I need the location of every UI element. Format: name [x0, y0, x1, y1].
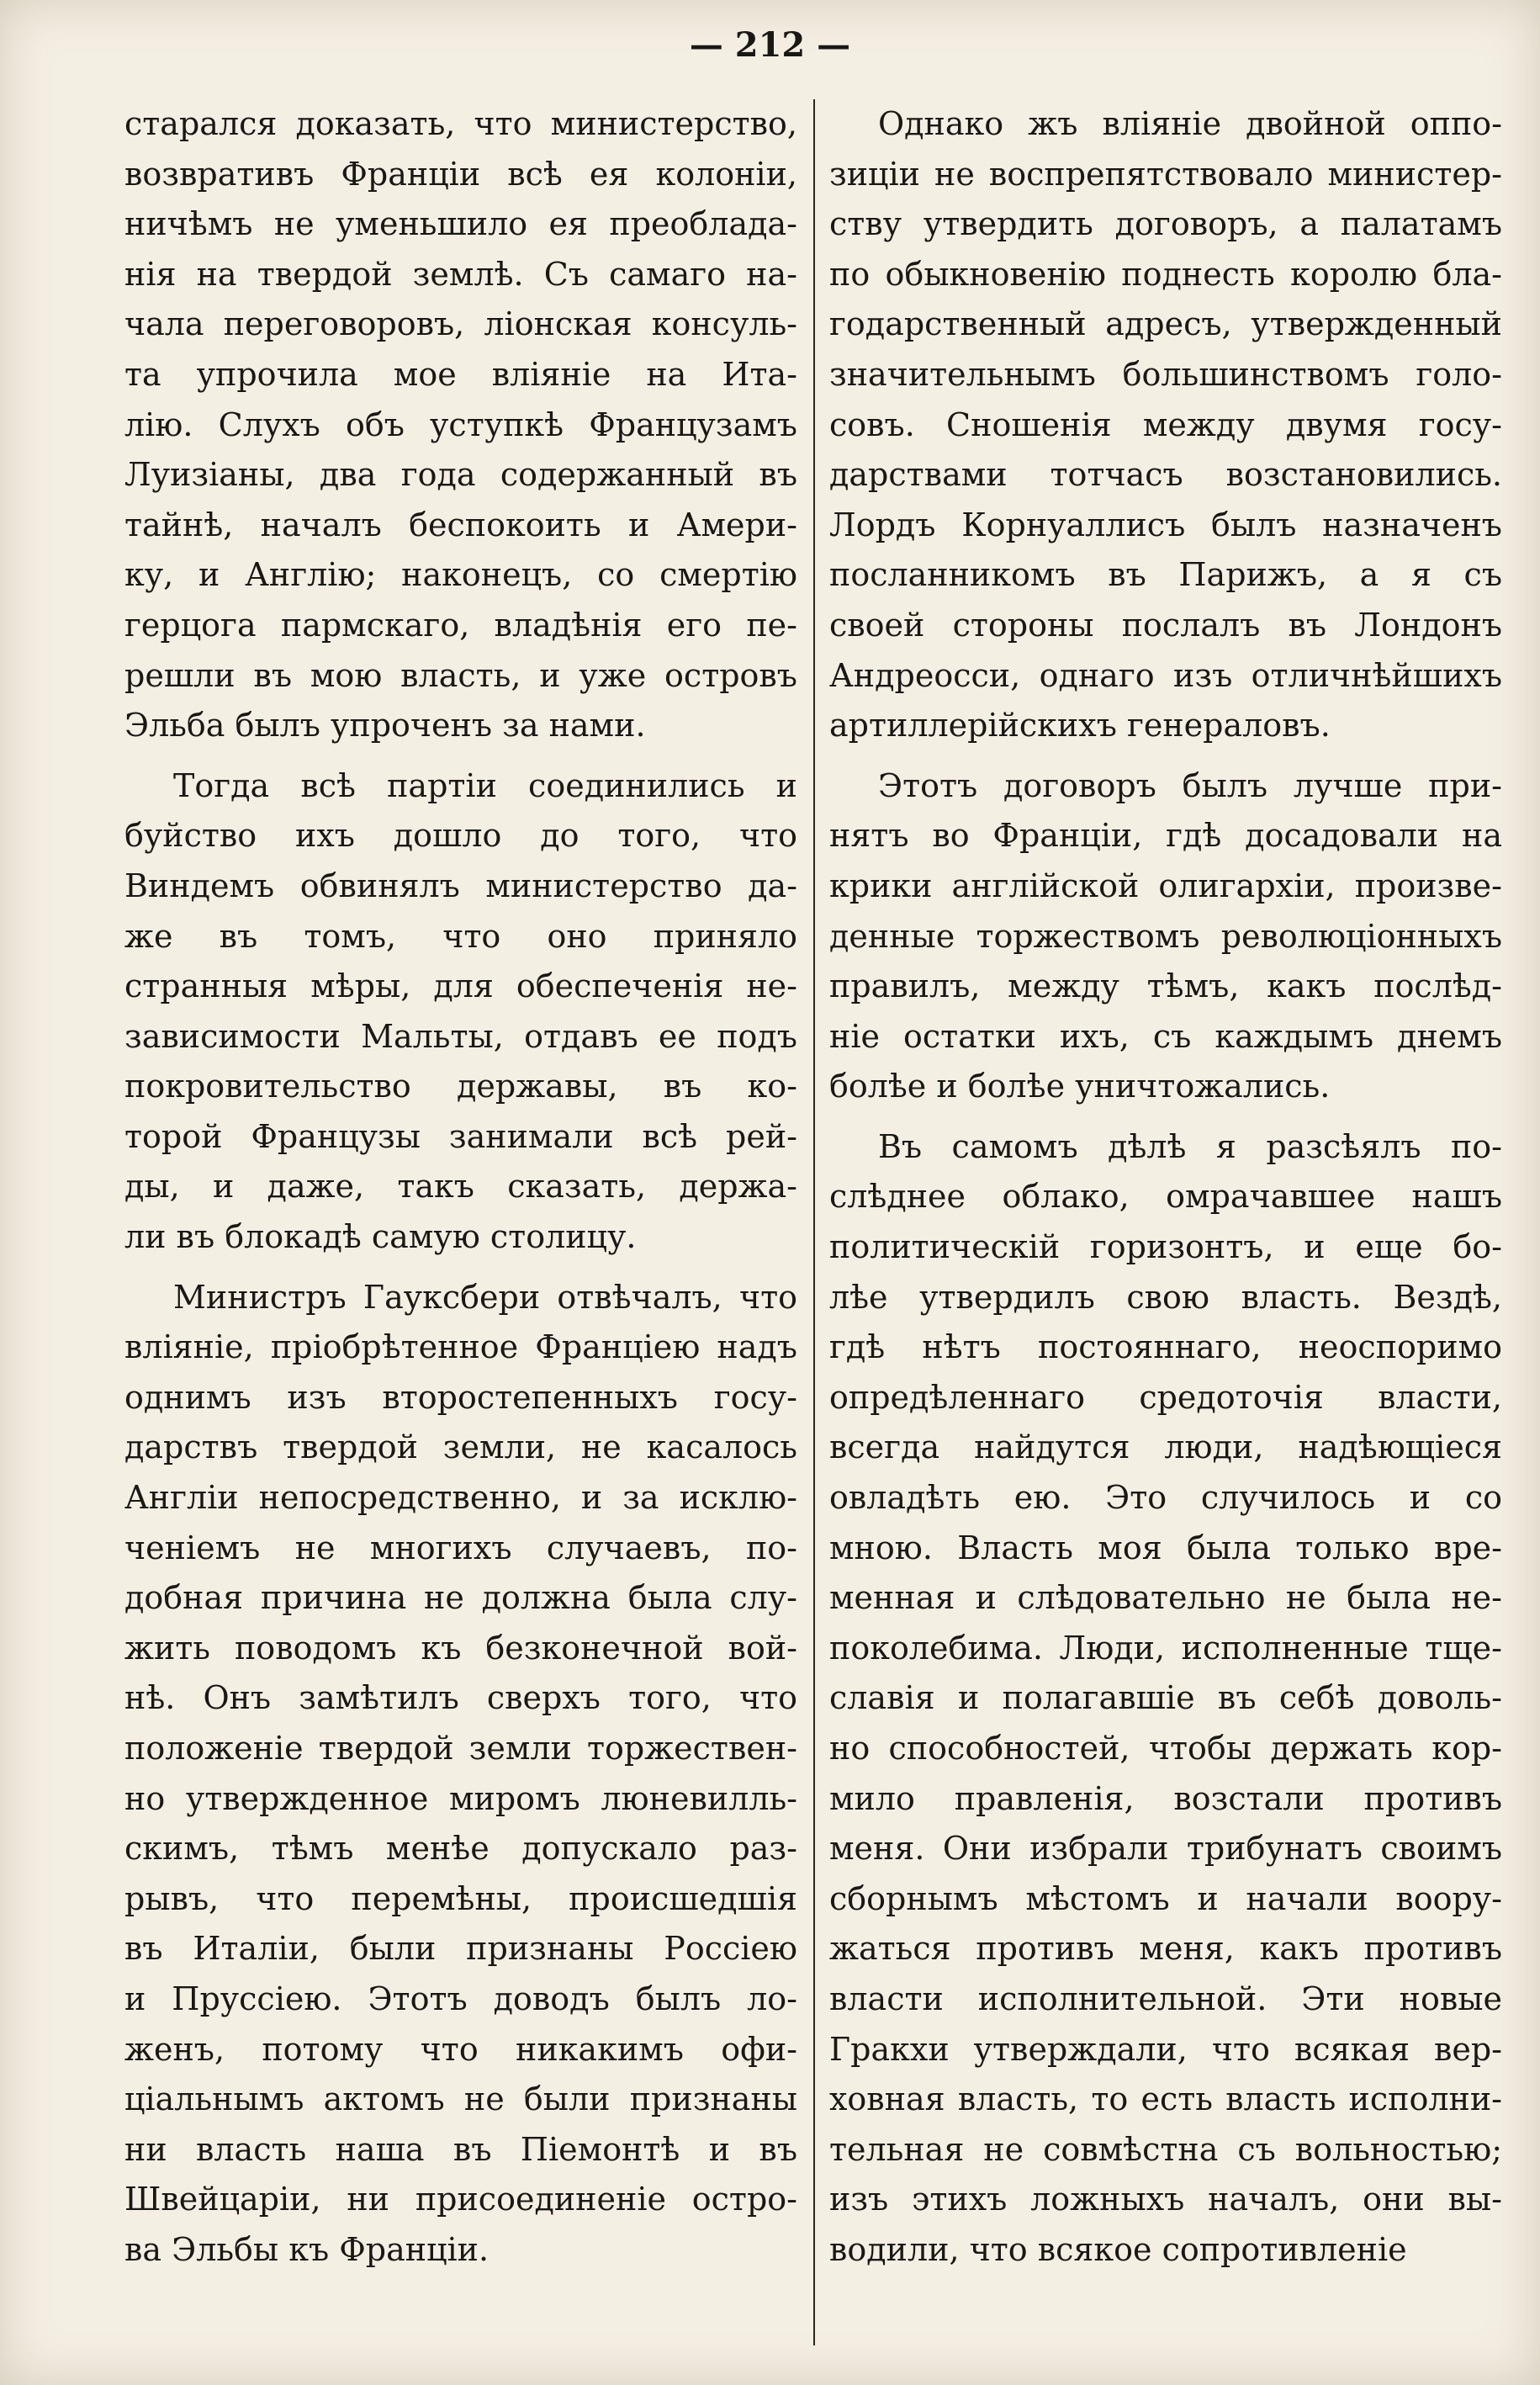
text-line: лію. Слухъ объ уступкѣ Французамъ: [124, 405, 797, 443]
text-line: овладѣть ею. Это случилось и со: [829, 1479, 1502, 1517]
text-line: герцога пармскаго, владѣнія его пе-: [124, 606, 797, 644]
text-line: ни власть наша въ Піемонтѣ и въ: [124, 2130, 797, 2168]
text-line: артиллерійскихъ генераловъ.: [829, 707, 1331, 745]
text-line: сборнымъ мѣстомъ и начали воору-: [829, 1879, 1502, 1917]
text-line: изъ этихъ ложныхъ началъ, они вы-: [829, 2181, 1502, 2218]
text-line: посланникомъ въ Парижъ, а я съ: [829, 556, 1502, 594]
text-line: нія на твердой землѣ. Съ самаго на-: [124, 255, 797, 293]
text-line: тайнѣ, началъ беспокоить и Амери-: [124, 506, 797, 543]
text-line: Гракхи утверждали, что всякая вер-: [829, 2030, 1502, 2068]
text-line: ціальнымъ актомъ не были признаны: [124, 2080, 797, 2118]
left-paragraph: [124, 761, 797, 1263]
text-line: Этотъ договоръ былъ лучше при-: [878, 766, 1502, 804]
text-line: та упрочила мое вліяніе на Ита-: [124, 355, 797, 393]
text-line: тельная не совмѣстна съ вольностью;: [829, 2130, 1502, 2168]
left-column: [124, 99, 797, 2276]
text-line: ніе остатки ихъ, съ каждымъ днемъ: [829, 1017, 1502, 1055]
text-line: Англіи непосредственно, и за исклю-: [124, 1479, 797, 1517]
text-line: ству утвердить договоръ, а палатамъ: [829, 205, 1502, 243]
text-line: славія и полагавшіе въ себѣ доволь-: [829, 1679, 1502, 1717]
text-line: дарствами тотчасъ возстановились.: [829, 456, 1502, 494]
text-line: правилъ, между тѣмъ, какъ послѣд-: [829, 967, 1502, 1005]
text-line: лѣе утвердилъ свою власть. Вездѣ,: [829, 1278, 1502, 1316]
text-line: зиціи не воспрепятствовало министер-: [829, 155, 1502, 193]
text-line: дарствъ твердой земли, не касалось: [124, 1428, 797, 1466]
text-line: значительнымъ большинствомъ голо-: [829, 355, 1502, 393]
text-line: но утвержденное миромъ люневилль-: [124, 1779, 797, 1817]
text-line: старался доказать, что министерство,: [124, 105, 797, 142]
right-paragraph: [829, 1122, 1502, 2276]
text-line: совъ. Сношенія между двумя госу-: [829, 405, 1502, 443]
text-line: поколебима. Люди, исполненные тще-: [829, 1629, 1502, 1667]
text-line: однимъ изъ второстепенныхъ госу-: [124, 1378, 797, 1416]
text-line: нѣ. Онъ замѣтилъ сверхъ того, что: [124, 1679, 797, 1717]
text-line: по обыкновенію поднесть королю бла-: [829, 255, 1502, 293]
text-line: ли въ блокадѣ самую столицу.: [124, 1218, 637, 1256]
text-line: ченіемъ не многихъ случаевъ, по-: [124, 1529, 797, 1566]
text-line: вліяніе, пріобрѣтенное Франціею надъ: [124, 1328, 797, 1366]
text-line: слѣднее облако, омрачавшее нашъ: [829, 1178, 1502, 1216]
text-line: Виндемъ обвинялъ министерство да-: [124, 867, 797, 904]
right-paragraph: [829, 761, 1502, 1112]
text-line: меня. Они избрали трибунатъ своимъ: [829, 1830, 1502, 1868]
text-line: водили, что всякое сопротивленіе: [829, 2230, 1407, 2268]
text-line: мило правленія, возстали противъ: [829, 1779, 1502, 1817]
text-line: женъ, потому что никакимъ офи-: [124, 2030, 797, 2068]
text-line: власти исполнительной. Эти новые: [829, 1980, 1502, 2017]
text-line: торой Французы занимали всѣ рей-: [124, 1117, 797, 1155]
column-divider: [813, 99, 815, 2345]
text-line: положеніе твердой земли торжествен-: [124, 1730, 797, 1767]
text-line: годарственный адресъ, утвержденный: [829, 305, 1502, 343]
text-line: ку, и Англію; наконецъ, со смертію: [124, 556, 797, 594]
page-number: — 212 —: [689, 25, 851, 65]
text-line: Однако жъ вліяніе двойной оппо-: [878, 105, 1502, 142]
text-line: ховная власть, то есть власть исполни-: [829, 2080, 1502, 2118]
right-column: [829, 99, 1502, 2276]
text-line: буйство ихъ дошло до того, что: [124, 817, 797, 855]
text-line: крики англійской олигархіи, произве-: [829, 867, 1502, 904]
text-line: добная причина не должна была слу-: [124, 1579, 797, 1617]
text-line: и Пруссіею. Этотъ доводъ былъ ло-: [124, 1980, 797, 2017]
text-line: Лордъ Корнуаллисъ былъ назначенъ: [829, 506, 1502, 543]
text-line: гдѣ нѣтъ постояннаго, неоспоримо: [829, 1328, 1502, 1366]
text-line: Въ самомъ дѣлѣ я разсѣялъ по-: [878, 1127, 1502, 1165]
text-line: опредѣленнаго средоточія власти,: [829, 1378, 1502, 1416]
text-line: рывъ, что перемѣны, происшедшія: [124, 1879, 797, 1917]
text-line: странныя мѣры, для обеспеченія не-: [124, 967, 797, 1005]
left-paragraph: [124, 1273, 797, 2276]
text-line: своей стороны послалъ въ Лондонъ: [829, 606, 1502, 644]
text-line: Луизіаны, два года содержанный въ: [124, 456, 797, 494]
text-line: ва Эльбы къ Франціи.: [124, 2230, 490, 2268]
text-line: же въ томъ, что оно приняло: [124, 917, 797, 955]
text-line: Швейцаріи, ни присоединеніе остро-: [124, 2181, 797, 2218]
text-line: чала переговоровъ, ліонская консуль-: [124, 305, 797, 343]
text-line: жить поводомъ къ безконечной вой-: [124, 1629, 797, 1667]
right-paragraph: [829, 99, 1502, 751]
text-line: болѣе и болѣе уничтожались.: [829, 1068, 1331, 1105]
text-line: но способностей, чтобы держать кор-: [829, 1730, 1502, 1767]
text-line: Андреосси, однаго изъ отличнѣйшихъ: [829, 656, 1502, 694]
text-line: возвративъ Франціи всѣ ея колоніи,: [124, 155, 797, 193]
text-line: зависимости Мальты, отдавъ ее подъ: [124, 1017, 797, 1055]
text-line: решли въ мою власть, и уже островъ: [124, 656, 797, 694]
text-line: покровительство державы, въ ко-: [124, 1068, 797, 1105]
left-paragraph: [124, 99, 797, 751]
text-line: всегда найдутся люди, надѣющіеся: [829, 1428, 1502, 1466]
text-line: менная и слѣдовательно не была не-: [829, 1579, 1502, 1617]
text-line: Тогда всѣ партіи соединились и: [173, 766, 797, 804]
text-line: политическій горизонтъ, и еще бо-: [829, 1228, 1502, 1266]
text-line: ды, и даже, такъ сказать, держа-: [124, 1168, 797, 1206]
text-line: ничѣмъ не уменьшило ея преоблада-: [124, 205, 797, 243]
text-line: нятъ во Франціи, гдѣ досадовали на: [829, 817, 1502, 855]
text-line: въ Италіи, были признаны Россіею: [124, 1930, 797, 1968]
text-line: мною. Власть моя была только вре-: [829, 1529, 1502, 1566]
text-line: Министръ Гауксбери отвѣчалъ, что: [173, 1278, 797, 1316]
text-line: денные торжествомъ революціонныхъ: [829, 917, 1502, 955]
text-line: Эльба былъ упроченъ за нами.: [124, 707, 646, 745]
text-line: скимъ, тѣмъ менѣе допускало раз-: [124, 1830, 797, 1868]
text-line: жаться противъ меня, какъ противъ: [829, 1930, 1502, 1968]
